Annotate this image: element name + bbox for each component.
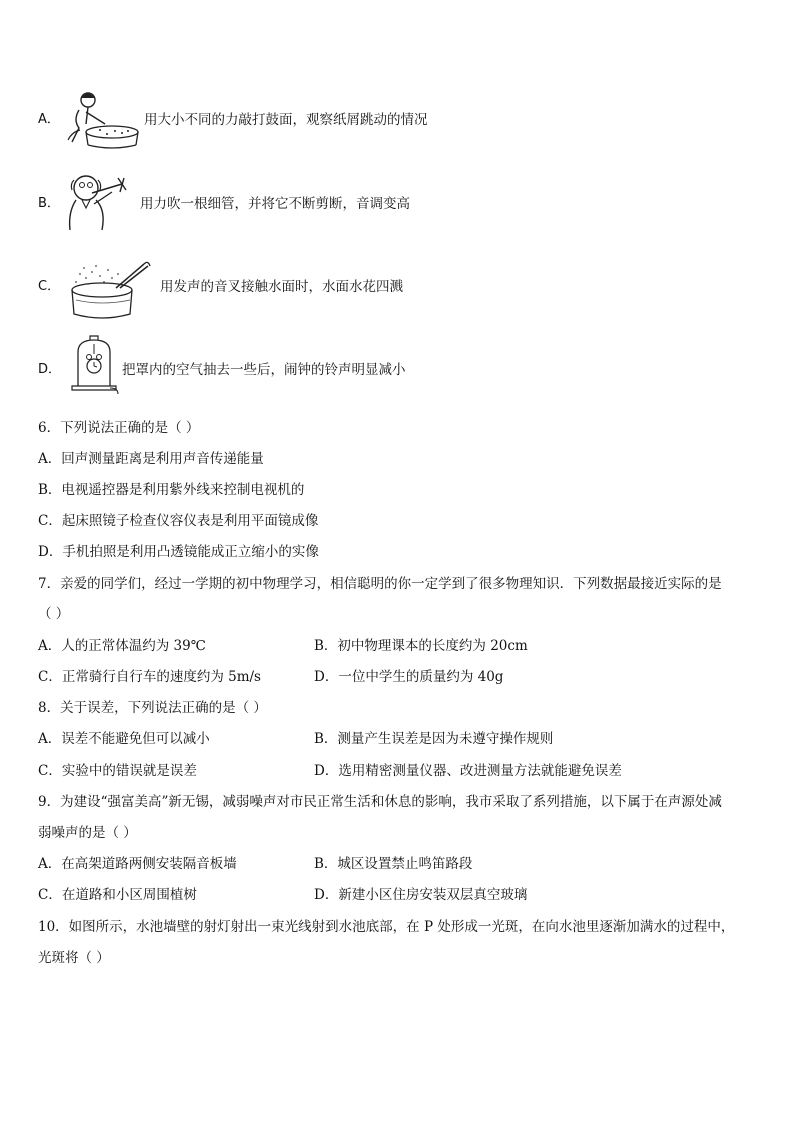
option-b: B．城区设置禁止鸣笛路段	[314, 856, 473, 872]
option-label: A．	[38, 112, 60, 127]
option-c: C．起床照镜子检查仪容仪表是利用平面镜成像	[38, 513, 319, 529]
bell-jar-alarm-icon	[68, 334, 120, 396]
option-c: C．在道路和小区周围植树	[38, 887, 197, 903]
option-text: 用力吹一根细管，并将它不断剪断，音调变高	[140, 196, 410, 212]
option-label: B．	[38, 196, 60, 211]
question-stem: 6．下列说法正确的是（ ）	[38, 420, 200, 436]
option-text: 用大小不同的力敲打鼓面，观察纸屑跳动的情况	[144, 112, 428, 128]
question-stem-line-2: 光斑将（ ）	[38, 950, 110, 966]
option-label: C．	[38, 279, 61, 294]
option-a: A．在高架道路两侧安装隔音板墙	[38, 856, 237, 872]
option-c: C．实验中的错误就是误差	[38, 763, 197, 779]
option-b: B．电视遥控器是利用紫外线来控制电视机的	[38, 482, 305, 498]
option-d: D．新建小区住房安装双层真空玻璃	[314, 887, 528, 903]
option-d: D．手机拍照是利用凸透镜能成正立缩小的实像	[38, 544, 319, 560]
question-stem-line-1: 9．为建设“强富美高”新无锡，减弱噪声对市民正常生活和休息的影响，我市采取了系列措施，以下属于在声源处减	[38, 794, 722, 810]
question-stem: 8．关于误差，下列说法正确的是（ ）	[38, 700, 267, 716]
option-text: 把罩内的空气抽去一些后，闹钟的铃声明显减小	[122, 362, 406, 378]
option-b: B．测量产生误差是因为未遵守操作规则	[314, 731, 554, 747]
option-text: 用发声的音叉接触水面时，水面水花四溅	[160, 279, 403, 295]
option-label: D．	[38, 362, 62, 377]
person-drumming-icon	[60, 90, 140, 150]
option-b: B．初中物理课本的长度约为 20cm	[314, 638, 528, 654]
option-a: A．误差不能避免但可以减小	[38, 731, 210, 747]
tuning-fork-water-icon	[66, 256, 156, 320]
question-stem-line-1: 7．亲爱的同学们，经过一学期的初中物理学习，相信聪明的你一定学到了很多物理知识．下列数据最接近实际的是	[38, 576, 722, 592]
option-a: A．人的正常体温约为 39℃	[38, 638, 206, 654]
question-stem-line-1: 10．如图所示，水池墙壁的射灯射出一束光线射到水池底部，在 P 处形成一光斑，在向水池里逐渐加满水的过程中，	[38, 919, 735, 935]
option-c: C．正常骑行自行车的速度约为 5m/s	[38, 669, 261, 685]
person-blowing-tube-icon	[60, 170, 140, 232]
option-d: D．选用精密测量仪器、改进测量方法就能避免误差	[314, 763, 622, 779]
question-stem-line-2: 弱噪声的是（ ）	[38, 825, 137, 841]
option-a: A．回声测量距离是利用声音传递能量	[38, 451, 264, 467]
option-d: D．一位中学生的质量约为 40g	[314, 669, 504, 685]
question-stem-line-2: （ ）	[38, 606, 70, 622]
